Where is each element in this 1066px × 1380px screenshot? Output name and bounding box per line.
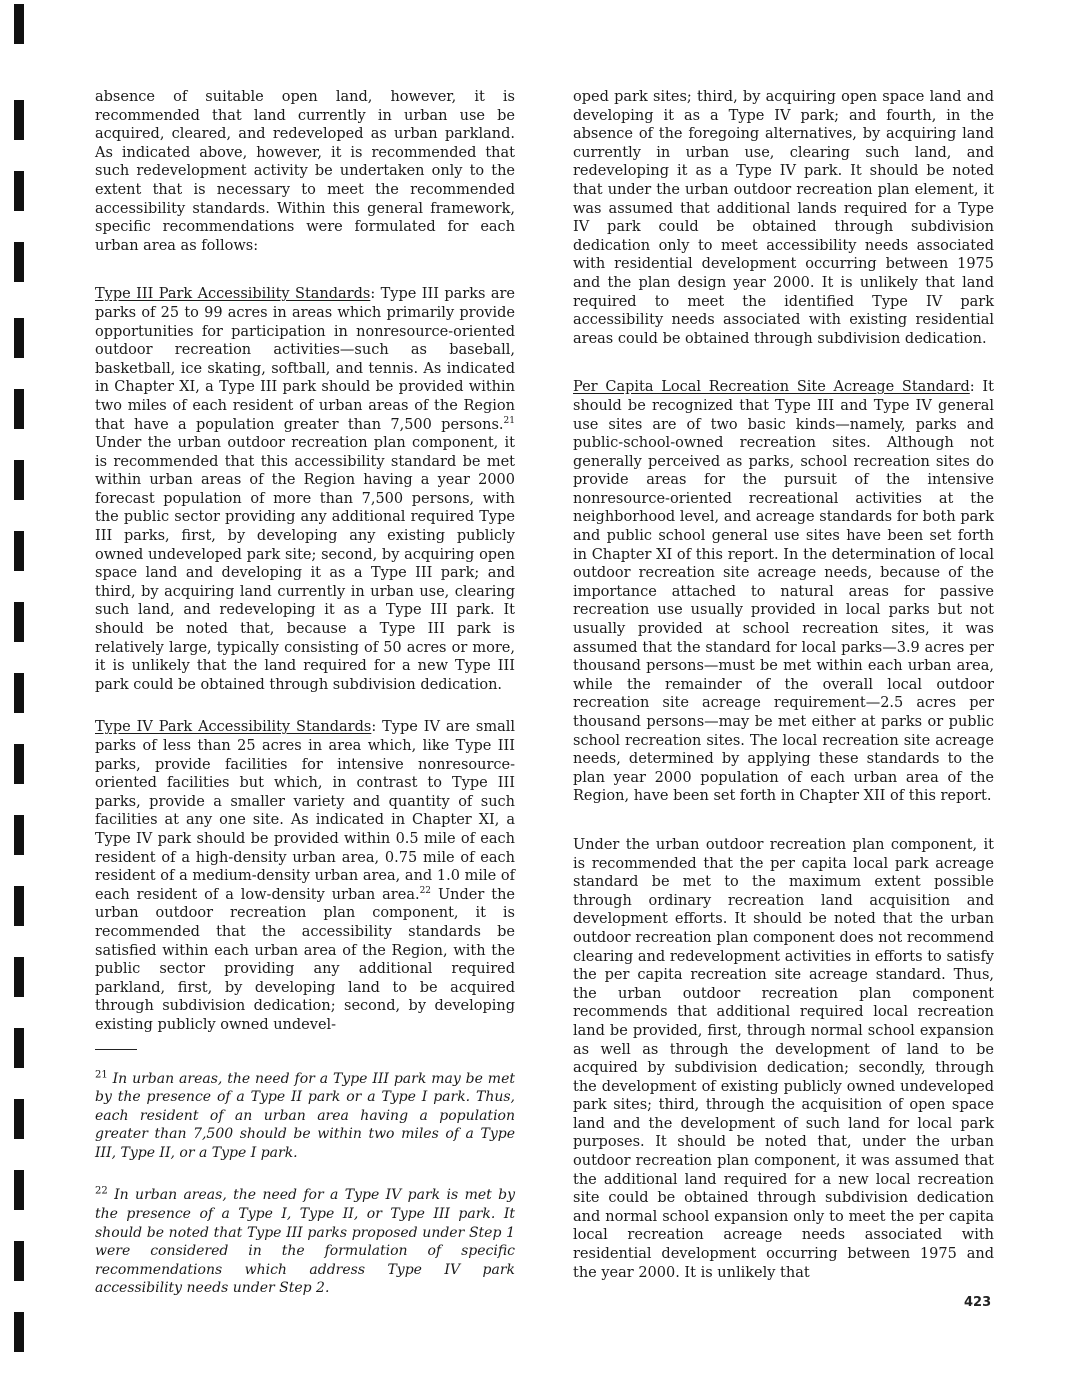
binding-mark xyxy=(14,602,24,642)
binding-mark xyxy=(14,242,24,282)
per-capita-paragraph xyxy=(573,378,994,806)
per-capita-text: : It should be recognized that Type III and Type IV general use sites are of two basic kinds—namely, parks and public-school-owned recreation sites. Although not generally perceived as parks, school recreation sites do provide areas for the pursuit of the intensive nonresource-oriented recreational activities at the neighborhood level, and acreage standards for both park and public school general use sites have been set forth in Chapter XI of this report. In the determination of local outdoor recreation site acreage needs, because of the importance attached to natural areas for passive recreation use usually provided in local parks but not usually provided at school recreation sites, it was assumed that the standard for local parks—3.9 acres per thousand persons—must be met within each urban area, while the remainder of the overall local outdoor recreation site acreage requirement—2.5 acres per thousand persons—may be met either at parks or public school recreation sites. The local recreation site acreage needs, determined by applying these standards to the plan year 2000 population of each urban area of the Region, have been set forth in Chapter XII of this report. xyxy=(573,379,994,805)
footnote-rule xyxy=(95,1049,137,1050)
binding-mark xyxy=(14,1028,24,1068)
footnote-ref-22: 22 xyxy=(419,885,432,896)
binding-mark xyxy=(14,318,24,358)
type-iv-text-b: Under the urban outdoor recreation plan component, it is recommended that the accessibility standards be satisfied within each urban area of the Region, with the public sector providing any additional required parkland, first, by developing land to be acquired through subdivision dedication; second, by developing existing publicly owned undevel- xyxy=(95,886,515,1033)
type-iii-heading: Type III Park Accessibility Standards xyxy=(95,286,371,303)
per-capita-heading: Per Capita Local Recreation Site Acreage Standard xyxy=(573,379,970,396)
type-iv-paragraph xyxy=(95,718,515,1034)
binding-mark xyxy=(14,531,24,571)
type-iii-text-a: : Type III parks are parks of 25 to 99 acres in areas which primarily provide opportunities for participation in nonresource-oriented outdoor recreation activities—such as baseball, basketball, ice skating, softball, and tennis. As indicated in Chapter XI, a Type III park should be provided within two miles of each resident of urban areas of the Region that have a population greater than 7,500 persons. xyxy=(95,286,515,433)
binding-mark xyxy=(14,957,24,997)
binding-mark xyxy=(14,673,24,713)
continuation-paragraph: oped park sites; third, by acquiring open space land and developing it as a Type IV park; and fourth, in the absence of the foregoing alternatives, by acquiring land currently in urban use, clearing such land, and redeveloping it as a Type IV park. It should be noted that under the urban outdoor recreation plan element, it was assumed that additional lands required for a Type IV park could be obtained through subdivision dedication only to meet accessibility needs associated with residential development occurring between 1975 and the plan design year 2000. It is unlikely that land required to meet the identified Type IV park accessibility needs associated with existing residential areas could be obtained through subdivision dedication. xyxy=(573,89,994,347)
type-iv-text-a: : Type IV are small parks of less than 25 acres in area which, like Type III parks, provide facilities for intensive nonresource-oriented facilities but which, in contrast to Type III parks, provide a smaller variety and quantity of such facilities at any one site. As indicated in Chapter XI, a Type IV park should be provided within 0.5 mile of each resident of a high-density urban area, 0.75 mile of each resident of a medium-density urban area, and 1.0 mile of each resident of a low-density urban area. xyxy=(95,719,516,903)
type-iv-heading: Type IV Park Accessibility Standards xyxy=(95,719,372,736)
binding-mark xyxy=(14,744,24,784)
right-column xyxy=(573,88,994,1282)
binding-mark xyxy=(14,4,24,44)
binding-mark xyxy=(14,389,24,429)
binding-mark xyxy=(14,1170,24,1210)
footnote-21 xyxy=(95,1070,515,1163)
footnote-22 xyxy=(95,1186,515,1298)
type-iii-text-b: Under the urban outdoor recreation plan component, it is recommended that this accessibility standard be met within urban areas of the Region having a year 2000 forecast population of more than 7,500 persons, with the public sector providing any additional required Type III parks, first, by developing any existing publicly owned undeveloped park site; second, by acquiring open space land and developing it as a Type III park; and third, by acquiring land currently in urban use, clearing such land, and redeveloping it as a Type III park. It should be noted that, because a Type III park is relatively large, typically consisting of 50 acres or more, it is unlikely that the land required for a new Type III park could be obtained through subdivision dedication. xyxy=(95,435,515,693)
left-column xyxy=(95,88,515,1298)
binding-marks xyxy=(14,0,26,1380)
footnote-text: In urban areas, the need for a Type III park may be met by the presence of a Type II park or a Type I park. Thus, each resident of an urban area having a population greater than 7,500 should be within two miles of a Type III, Type II, or a Type I park. xyxy=(95,1070,515,1161)
binding-mark xyxy=(14,100,24,140)
footnote-number: 22 xyxy=(95,1185,108,1197)
footnote-number: 21 xyxy=(95,1068,108,1080)
binding-mark xyxy=(14,886,24,926)
binding-mark xyxy=(14,171,24,211)
type-iii-paragraph xyxy=(95,285,515,694)
final-paragraph: Under the urban outdoor recreation plan component, it is recommended that the per capita local park acreage standard be met to the maximum extent possible through ordinary recreation land acquisition and development efforts. It should be noted that the urban outdoor recreation plan component does not recommend clearing and redevelopment activities in efforts to satisfy the per capita recreation site acreage standard. Thus, the urban outdoor recreation plan component recommends that additional required local recreation land be provided, first, through normal school expansion as well as through the development of land to be acquired by subdivision dedication; secondly, through the development of existing publicly owned undeveloped park sites; third, through the acquisition of open space land and the development of such land for local park purposes. It should be noted that, under the urban outdoor recreation plan component, it was assumed that the additional land required for a new local recreation site could be obtained through subdivision dedication and normal school expansion only to meet the per capita local recreation acreage needs associated with residential development occurring between 1975 and the year 2000. It is unlikely that xyxy=(573,836,994,1281)
binding-mark xyxy=(14,1241,24,1281)
binding-mark xyxy=(14,1312,24,1352)
intro-paragraph: absence of suitable open land, however, it is recommended that land currently in urban use be acquired, cleared, and redeveloped as urban parkland. As indicated above, however, it is recommended that such redevelopment activity be undertaken only to the extent that is necessary to meet the recommended accessibility standards. Within this general framework, specific recommendations were formulated for each urban area as follows: xyxy=(95,89,515,254)
footnote-text: In urban areas, the need for a Type IV park is met by the presence of a Type I, Type II, or Type III park. It should be noted that Type III parks proposed under Step 1 were considered in the formulation of specific recommendations which address Type IV park accessibility needs under Step 2. xyxy=(95,1187,515,1297)
footnote-ref-21: 21 xyxy=(503,415,515,426)
binding-mark xyxy=(14,815,24,855)
binding-mark xyxy=(14,460,24,500)
page-number: 423 xyxy=(964,1295,992,1310)
binding-mark xyxy=(14,1099,24,1139)
